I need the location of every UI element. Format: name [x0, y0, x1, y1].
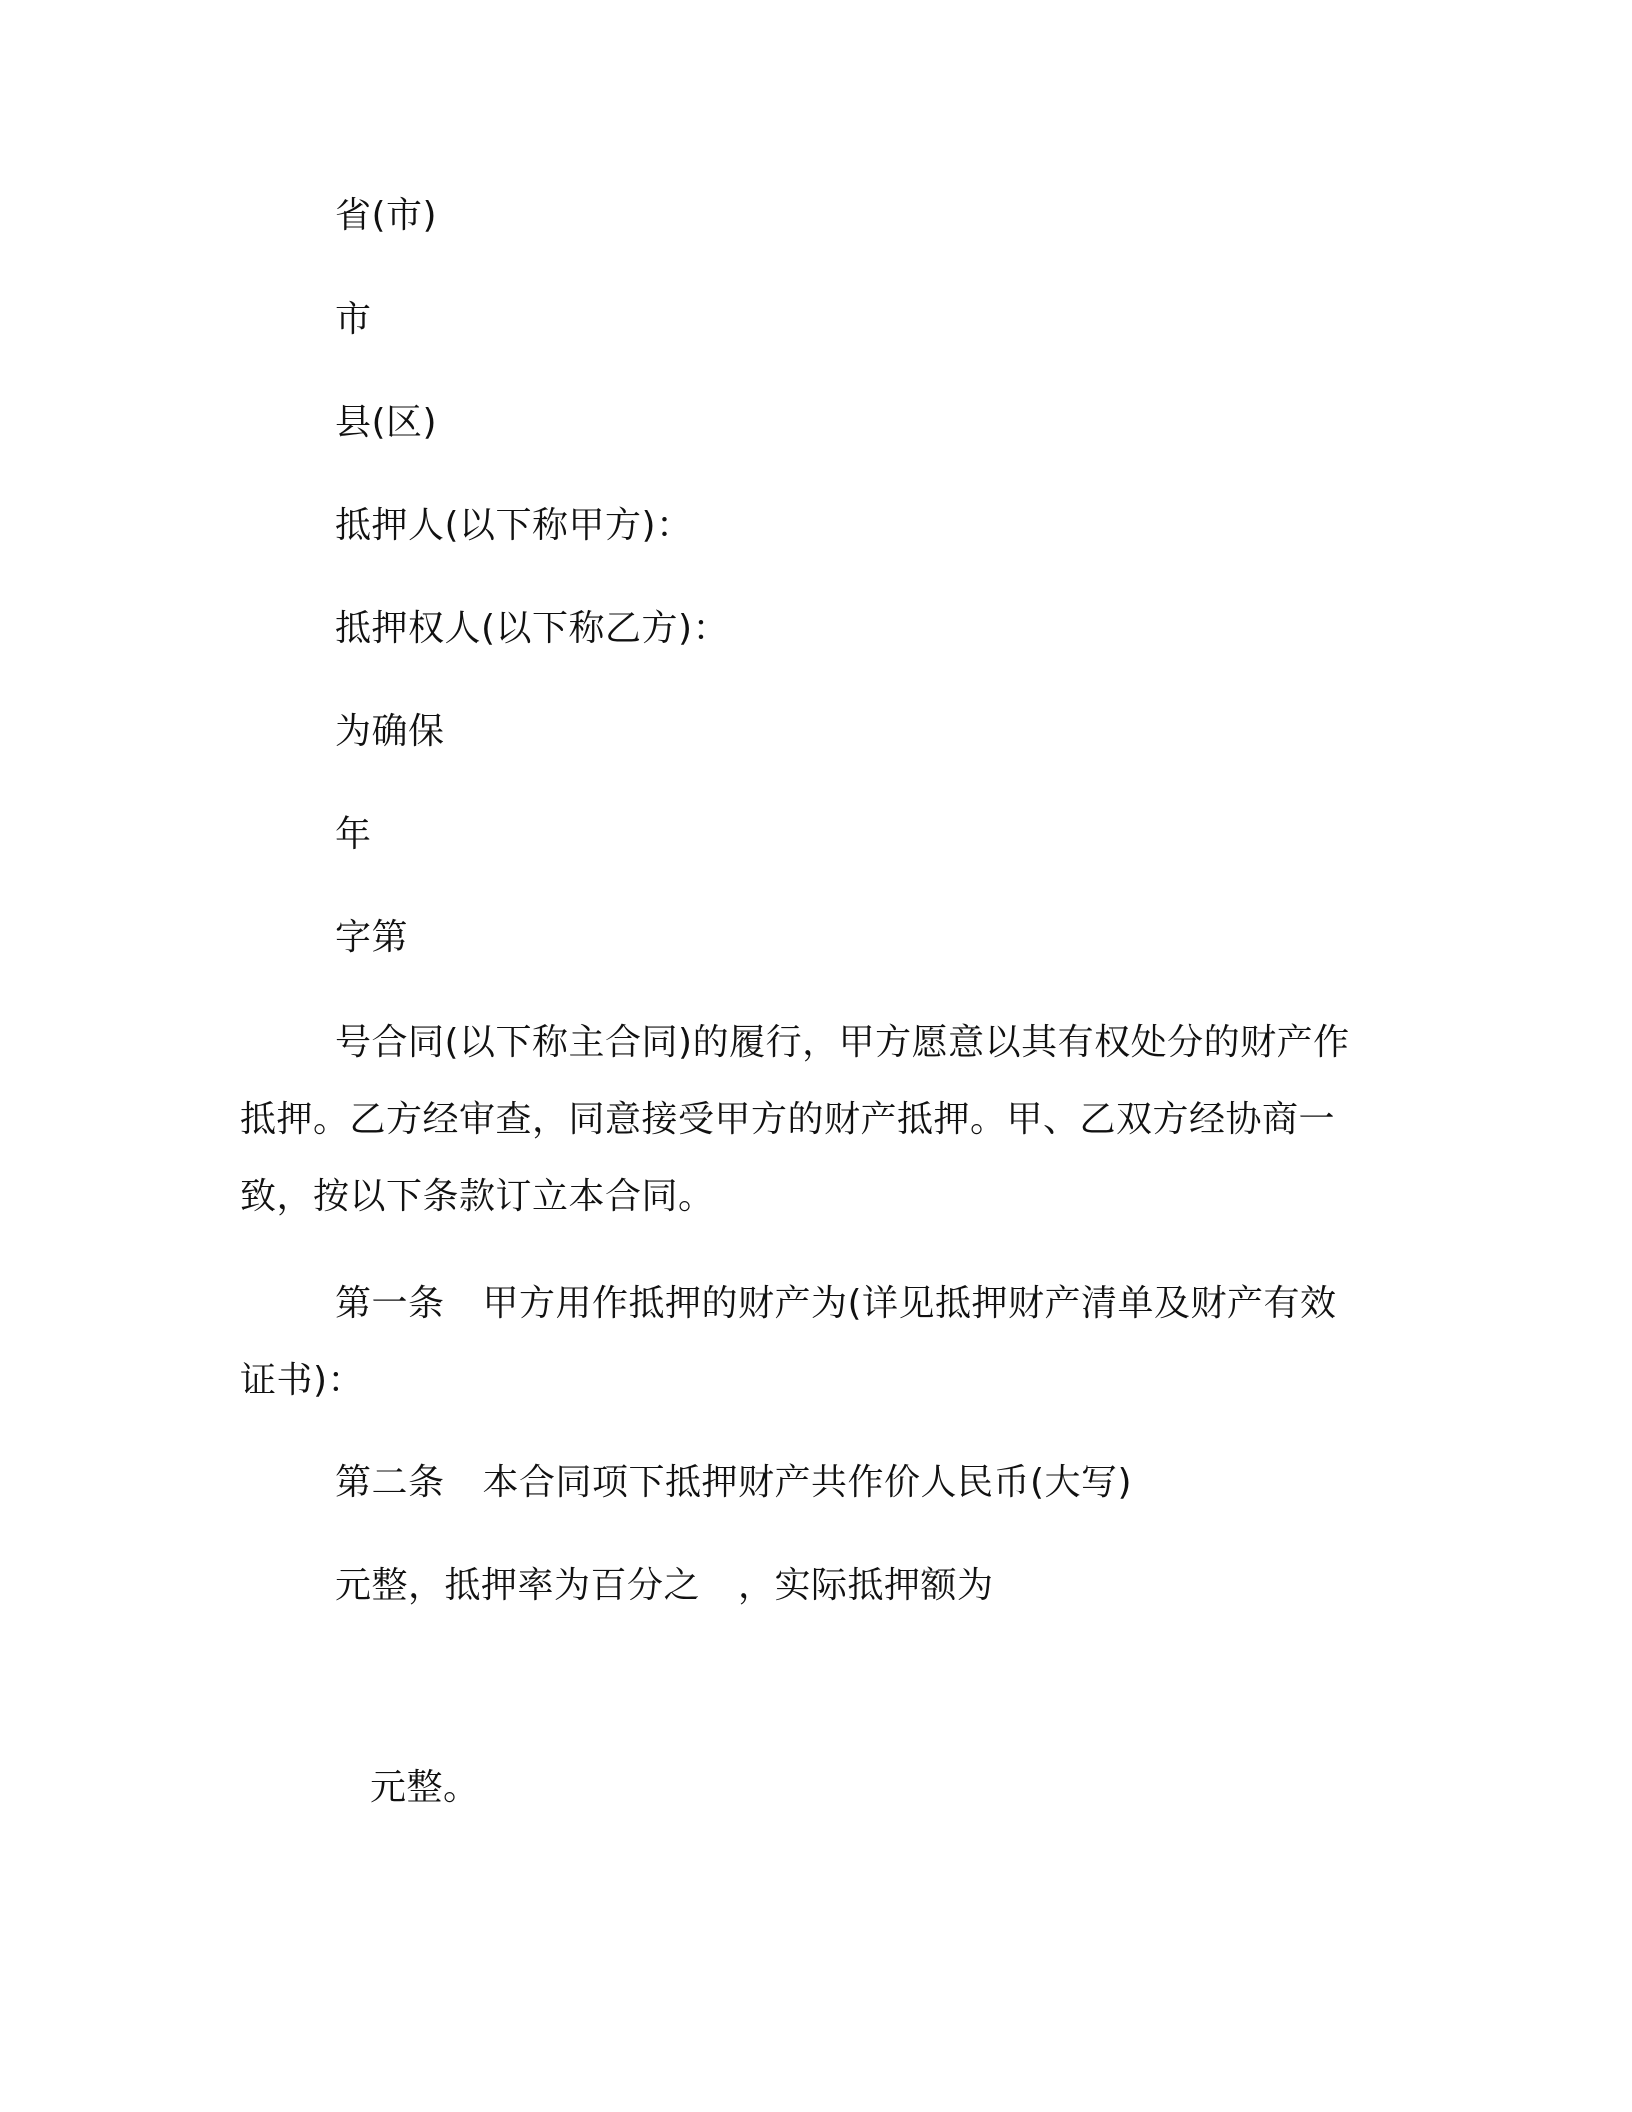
to-ensure-line: 为确保 — [335, 711, 445, 752]
article-1-text: 甲方用作抵押的财产为(详见抵押财产清单及财产有效证书)： — [240, 1283, 1337, 1401]
article-2-label: 第二条 — [335, 1462, 445, 1503]
city-line: 市 — [335, 299, 372, 340]
article-1-paragraph — [240, 1265, 1370, 1419]
article-2-line — [335, 1462, 1133, 1503]
province-line: 省(市) — [335, 195, 438, 236]
county-line: 县(区) — [335, 402, 438, 443]
character-number-line: 字第 — [335, 917, 409, 958]
mortgagor-line: 抵押人(以下称甲方)： — [335, 505, 693, 546]
amount-text-b: ，实际抵押额为 — [738, 1565, 994, 1606]
amount-text-a: 元整，抵押率为百分之 — [335, 1565, 701, 1606]
mortgagee-line: 抵押权人(以下称乙方)： — [335, 608, 730, 649]
article-1-label: 第一条 — [335, 1283, 445, 1324]
closing-line: 元整。 — [370, 1767, 480, 1808]
article-2-text: 本合同项下抵押财产共作价人民币(大写) — [482, 1462, 1133, 1503]
year-line: 年 — [335, 814, 372, 855]
preamble-paragraph: 号合同(以下称主合同)的履行，甲方愿意以其有权处分的财产作抵押。乙方经审查，同意接受甲方的财产抵押。甲、乙双方经协商一致，按以下条款订立本合同。 — [240, 1022, 1350, 1217]
amount-line — [335, 1565, 994, 1606]
